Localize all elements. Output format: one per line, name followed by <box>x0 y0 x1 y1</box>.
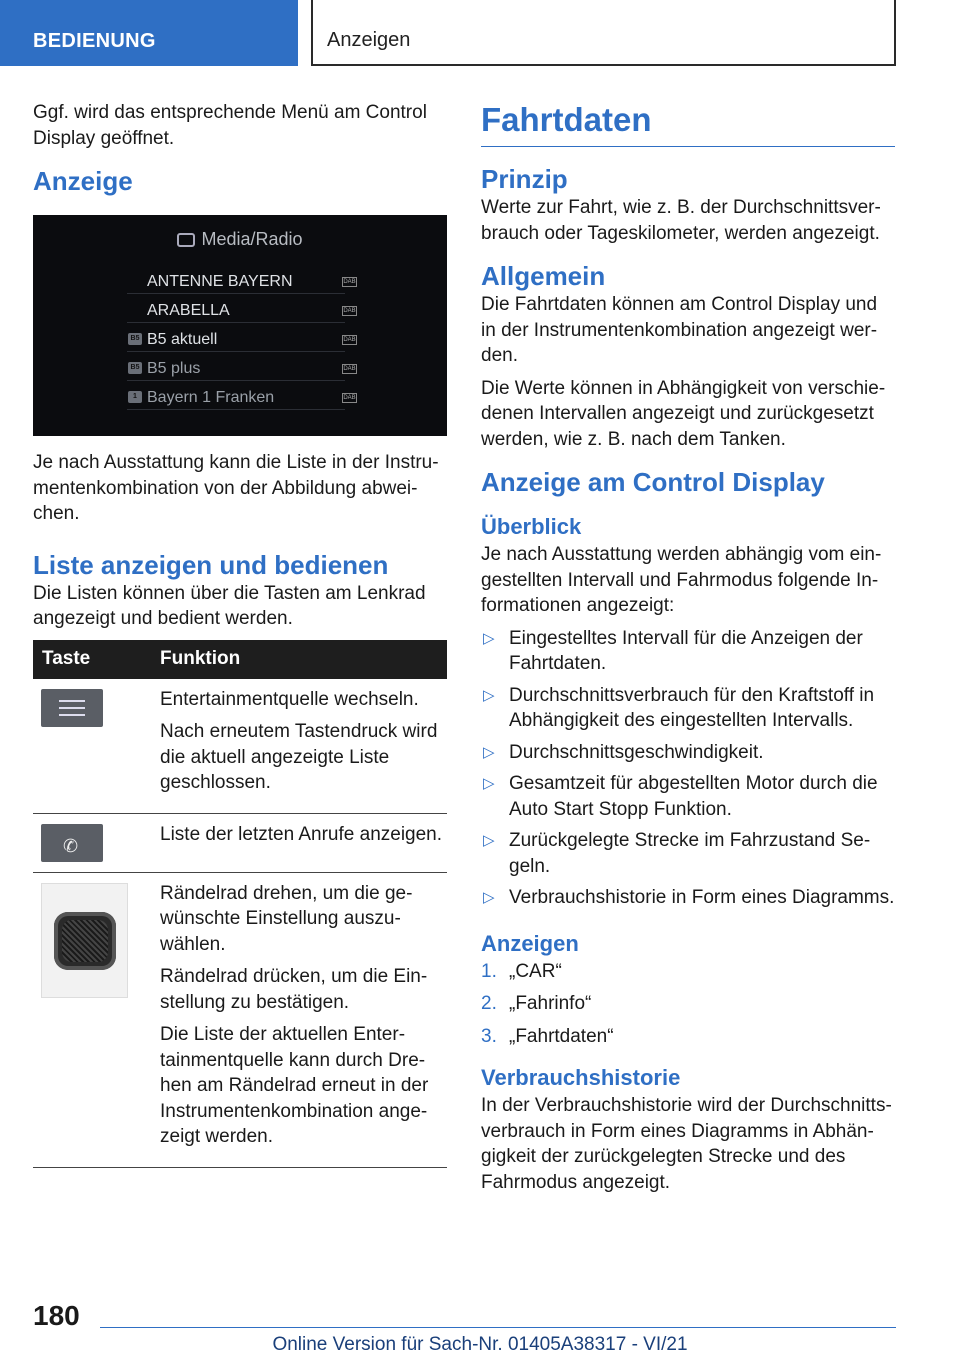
station-item: 1 Bayern 1 Franken DAB <box>127 385 345 410</box>
bullet-triangle-icon: ▷ <box>483 686 495 704</box>
list-icon <box>41 689 103 727</box>
dab-badge: DAB <box>343 366 356 372</box>
allgemein-text: Die Werte können in Abhängigkeit von verschiedenen Intervallen angezeigt und zurückgesetzt werden, wie z. B. nach dem Tanken. <box>481 377 886 450</box>
page-number: 180 <box>33 1300 80 1331</box>
steps-list <box>481 959 895 1050</box>
phone-icon: ✆ <box>41 824 103 862</box>
ueberblick-text: Je nach Ausstattung werden abhängig vom eingestellten Intervall und Fahrmodus folgende Informationen angezeigt: <box>481 544 882 616</box>
keys-table <box>33 640 447 1168</box>
bullet-triangle-icon: ▷ <box>483 775 495 792</box>
bullet-triangle-icon: ▷ <box>483 832 495 849</box>
table-row <box>33 679 447 814</box>
dab-badge: DAB <box>343 279 356 285</box>
footer-divider <box>100 1327 896 1328</box>
thumbwheel-icon <box>41 883 128 998</box>
prinzip-text: Werte zur Fahrt, wie z. B. der Durchschnittsverbrauch oder Tageskilometer, werden angezeigt. <box>481 197 881 244</box>
col-header-taste: Taste <box>33 640 160 679</box>
row-text: Entertainmentquelle wechseln. <box>160 688 419 710</box>
radio-list-screenshot <box>33 215 447 436</box>
liste-heading: Liste anzeigen und bedienen <box>33 549 389 580</box>
table-row <box>33 813 447 872</box>
list-item: ▷ Verbrauchshistorie in Form eines Diagramms. <box>481 885 895 911</box>
allgemein-heading: Allgemein <box>481 261 606 291</box>
bullet-triangle-icon: ▷ <box>483 889 495 906</box>
anzeige-heading: Anzeige <box>33 166 133 196</box>
chapter-title: Anzeigen <box>311 0 896 66</box>
footer-version: Online Version für Sach-Nr. 01405A38317 - VI/21 <box>272 1334 688 1355</box>
screen-title: Media/Radio <box>33 229 447 250</box>
station-item: B5 B5 plus DAB <box>127 356 345 381</box>
info-list <box>481 626 895 911</box>
row-text: Rändelrad drücken, um die Einstellung zu bestätigen. <box>160 966 428 1013</box>
station-logo: B5 <box>128 333 142 345</box>
note-text: Je nach Ausstattung kann die Liste in der Instrumentenkombination von der Abbildung abweichen. <box>33 452 439 524</box>
list-item: ▷ Durchschnittsgeschwindigkeit. <box>481 740 895 766</box>
row-text: Rändelrad drehen, um die gewünschte Einstellung auszuwählen. <box>160 882 413 955</box>
list-item: ▷ Zurückgelegte Strecke im Fahrzustand Segeln. <box>483 830 871 877</box>
verbrauchshistorie-text: In der Verbrauchshistorie wird der Durchschnittsverbrauch in Form eines Diagramms in Abhängigkeit der zurückgelegten Strecke und des Fahrmodus angezeigt. <box>481 1095 892 1193</box>
station-item: ANTENNE BAYERN DAB <box>127 269 345 294</box>
dab-badge: DAB <box>343 395 356 401</box>
table-row <box>33 872 447 1167</box>
list-item: ▷ Gesamtzeit für abgestellten Motor durch die Auto Start Stopp Funktion. <box>483 773 878 820</box>
media-radio-icon <box>177 233 195 247</box>
allgemein-text: Die Fahrtdaten können am Control Display und in der Instrumentenkombination angezeigt werden. <box>481 294 878 366</box>
row-text: Nach erneutem Tastendruck wird die aktuell angezeigte Liste geschlossen. <box>160 721 438 793</box>
dab-badge: DAB <box>343 337 356 343</box>
ueberblick-heading: Überblick <box>481 514 582 539</box>
right-column <box>481 100 895 1202</box>
step-item: 2. „Fahrinfo“ <box>481 993 592 1014</box>
station-logo: B5 <box>128 362 142 374</box>
liste-text: Die Listen können über die Tasten am Lenkrad angezeigt und bedient werden. <box>33 582 426 629</box>
bullet-triangle-icon: ▷ <box>483 743 495 761</box>
step-item: 3. „Fahrtdaten“ <box>481 1025 614 1047</box>
row-text: Liste der letzten Anrufe anzeigen. <box>160 823 443 845</box>
col-header-funktion: Funktion <box>160 640 447 679</box>
prinzip-heading: Prinzip <box>481 164 568 194</box>
section-tab: BEDIENUNG <box>0 0 298 66</box>
intro-text: Ggf. wird das entsprechende Menü am Control Display geöffnet. <box>33 102 427 149</box>
bullet-triangle-icon: ▷ <box>483 629 495 647</box>
fahrtdaten-title: Fahrtdaten <box>481 101 652 138</box>
control-display-heading: Anzeige am Control Display <box>481 467 825 497</box>
anzeigen-heading: Anzeigen <box>481 930 579 956</box>
left-column <box>33 100 447 1168</box>
list-item: ▷ Eingestelltes Intervall für die Anzeigen der Fahrtdaten. <box>483 627 863 674</box>
station-logo: 1 <box>128 391 142 403</box>
list-item: ▷ Durchschnittsverbrauch für den Kraftstoff in Abhängigkeit des eingestellten Intervalls. <box>483 684 875 731</box>
verbrauchshistorie-heading: Verbrauchshistorie <box>481 1065 681 1090</box>
station-item: B5 B5 aktuell DAB <box>127 327 345 352</box>
dab-badge: DAB <box>343 308 356 314</box>
row-text: Die Liste der aktuellen Entertainmentquelle kann durch Drehen am Rändelrad erneut in der Instrumentenkombination angezeigt werden. <box>160 1024 429 1147</box>
station-item: ARABELLA DAB <box>127 298 345 323</box>
step-item: 1. „CAR“ <box>481 960 562 982</box>
